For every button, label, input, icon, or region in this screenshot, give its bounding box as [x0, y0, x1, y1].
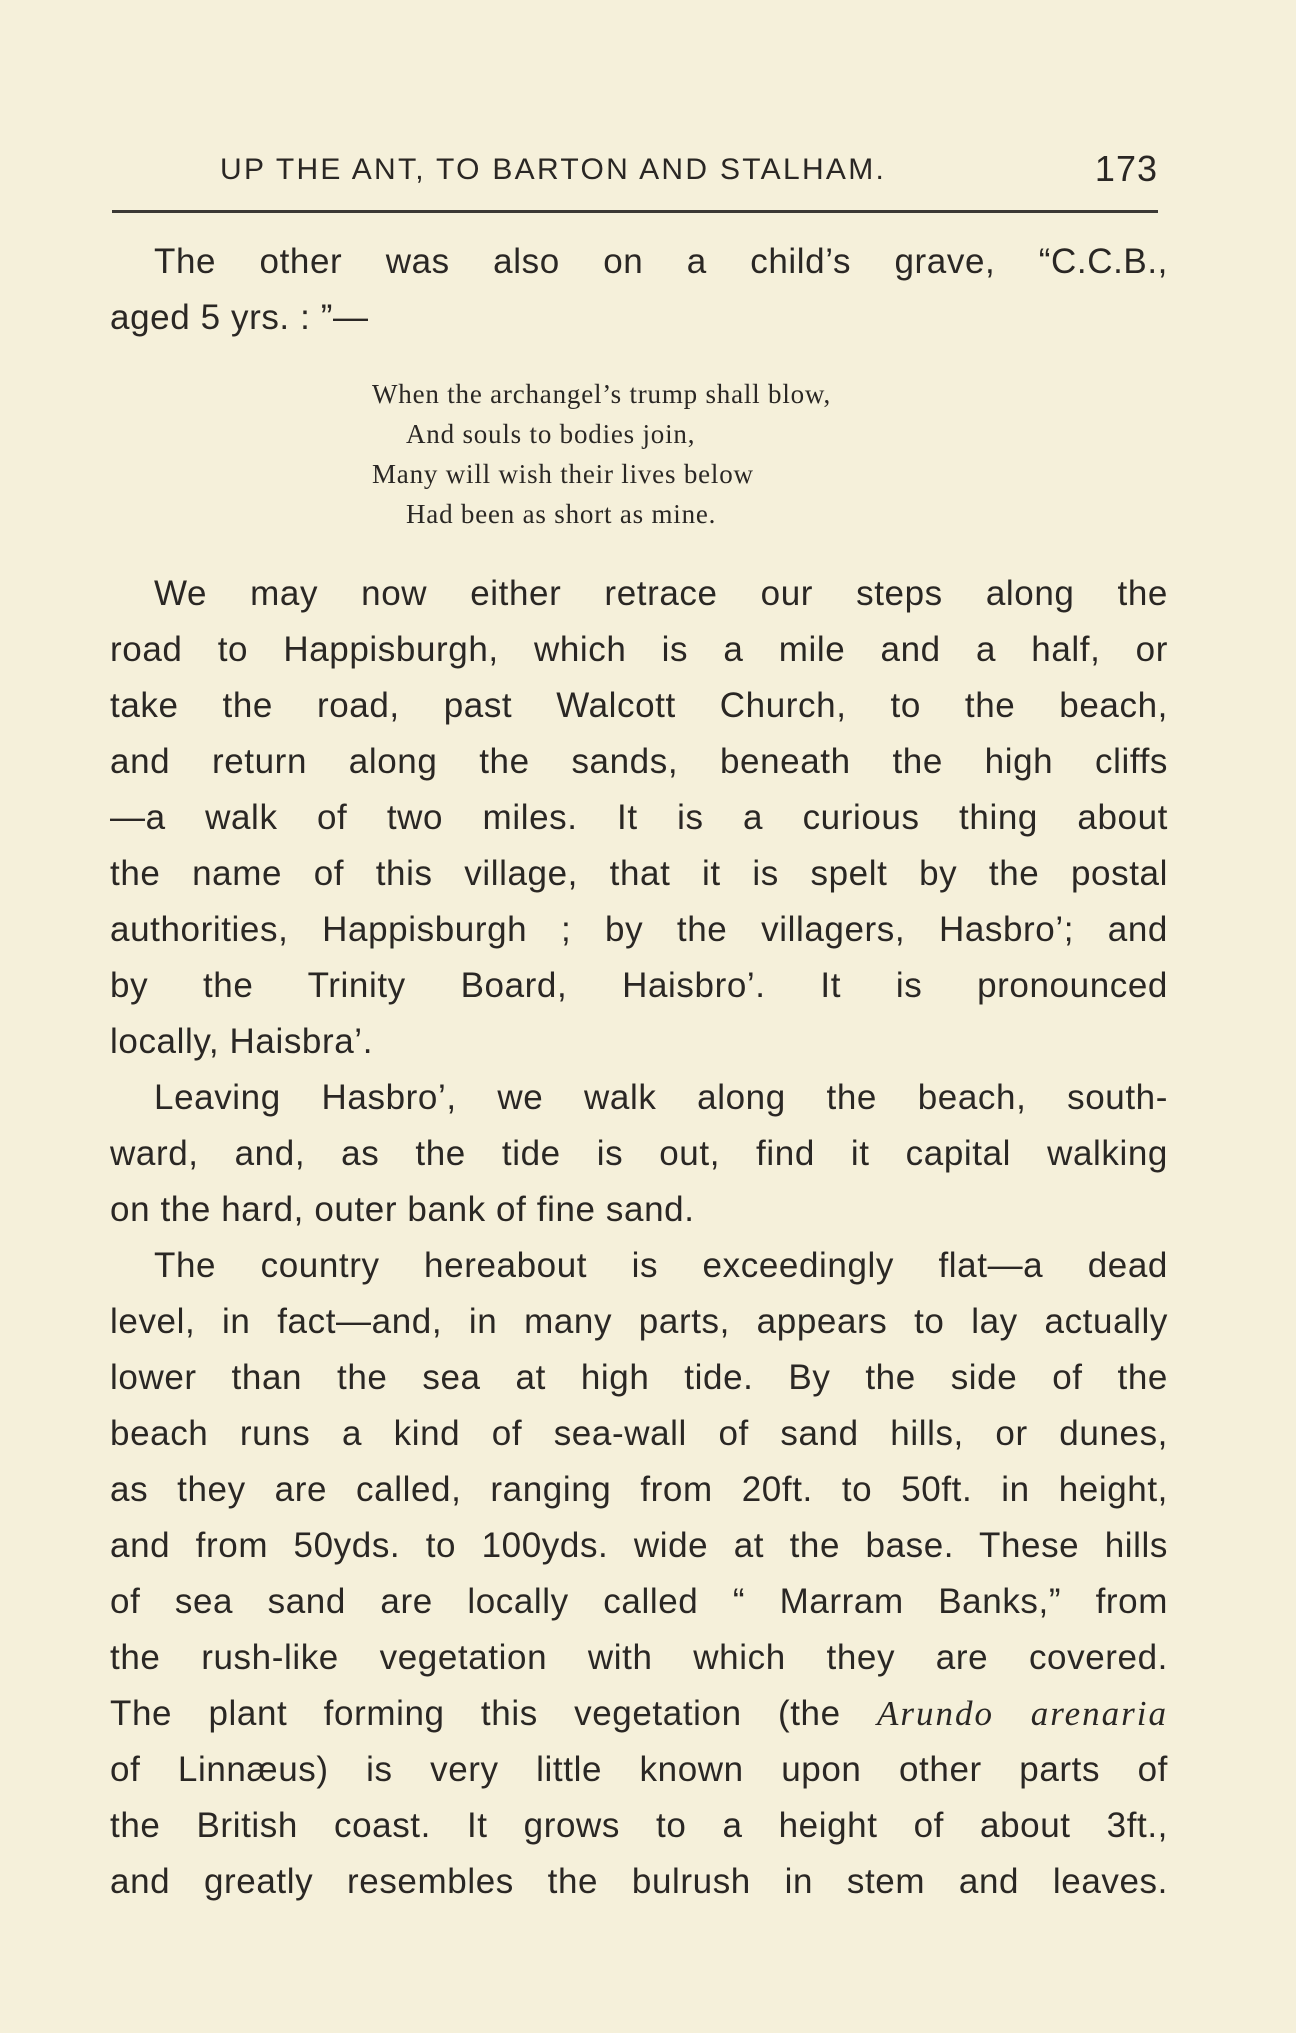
text-line: the rush-like vegetation with which they are covered. — [110, 1638, 1168, 1677]
text-line: The country hereabout is exceedingly flat—a dead — [154, 1246, 1168, 1285]
text-line: We may now either retrace our steps along the — [154, 574, 1168, 613]
text-line: take the road, past Walcott Church, to the beach, — [110, 686, 1168, 725]
page-number: 173 — [1094, 148, 1158, 189]
text-line: the British coast. It grows to a height of about 3ft., — [110, 1806, 1168, 1845]
text-line: —a walk of two miles. It is a curious thing about — [110, 798, 1168, 837]
verse-line: Many will wish their lives below — [372, 459, 754, 489]
text-line: the name of this village, that it is spelt by the postal — [110, 854, 1168, 893]
verse-line: Had been as short as mine. — [406, 499, 717, 529]
text-line: as they are called, ranging from 20ft. to 50ft. in height, — [110, 1470, 1168, 1509]
main-text — [110, 566, 1168, 1910]
intro-text — [110, 234, 1168, 346]
text-line: of sea sand are locally called “ Marram Banks,” from — [110, 1582, 1168, 1621]
text-line: road to Happisburgh, which is a mile and a half, or — [110, 630, 1168, 669]
text-fragment: The plant forming this vegetation (the — [110, 1694, 841, 1733]
text-line: aged 5 yrs. : ”— — [110, 298, 369, 337]
text-line: level, in fact—and, in many parts, appears to lay actually — [110, 1302, 1168, 1341]
text-line: and greatly resembles the bulrush in stem and leaves. — [110, 1862, 1168, 1901]
text-line: by the Trinity Board, Haisbro’. It is pronounced — [110, 966, 1168, 1005]
verse-line: When the archangel’s trump shall blow, — [372, 379, 832, 409]
text-line-with-latin — [110, 1686, 1168, 1742]
running-head — [112, 150, 1158, 198]
header-rule — [112, 210, 1158, 213]
text-line: authorities, Happisburgh ; by the villagers, Hasbro’; and — [110, 910, 1168, 949]
text-line: on the hard, outer bank of fine sand. — [110, 1190, 695, 1229]
text-line: lower than the sea at high tide. By the side of the — [110, 1358, 1168, 1397]
text-line: locally, Haisbra’. — [110, 1022, 374, 1061]
text-line: and from 50yds. to 100yds. wide at the base. These hills — [110, 1526, 1168, 1565]
running-title: UP THE ANT, TO BARTON AND STALHAM. — [220, 153, 887, 186]
text-line: of Linnæus) is very little known upon other parts of — [110, 1750, 1168, 1789]
text-line: ward, and, as the tide is out, find it capital walking — [110, 1134, 1168, 1173]
text-line: and return along the sands, beneath the high cliffs — [110, 742, 1168, 781]
epitaph-verse — [372, 374, 1012, 534]
text-line: beach runs a kind of sea-wall of sand hills, or dunes, — [110, 1414, 1168, 1453]
text-line: Leaving Hasbro’, we walk along the beach, south- — [154, 1078, 1168, 1117]
verse-line: And souls to bodies join, — [406, 419, 696, 449]
latin-plant-name: Arundo arenaria — [877, 1694, 1169, 1733]
text-line: The other was also on a child’s grave, “C.C.B., — [154, 242, 1168, 281]
